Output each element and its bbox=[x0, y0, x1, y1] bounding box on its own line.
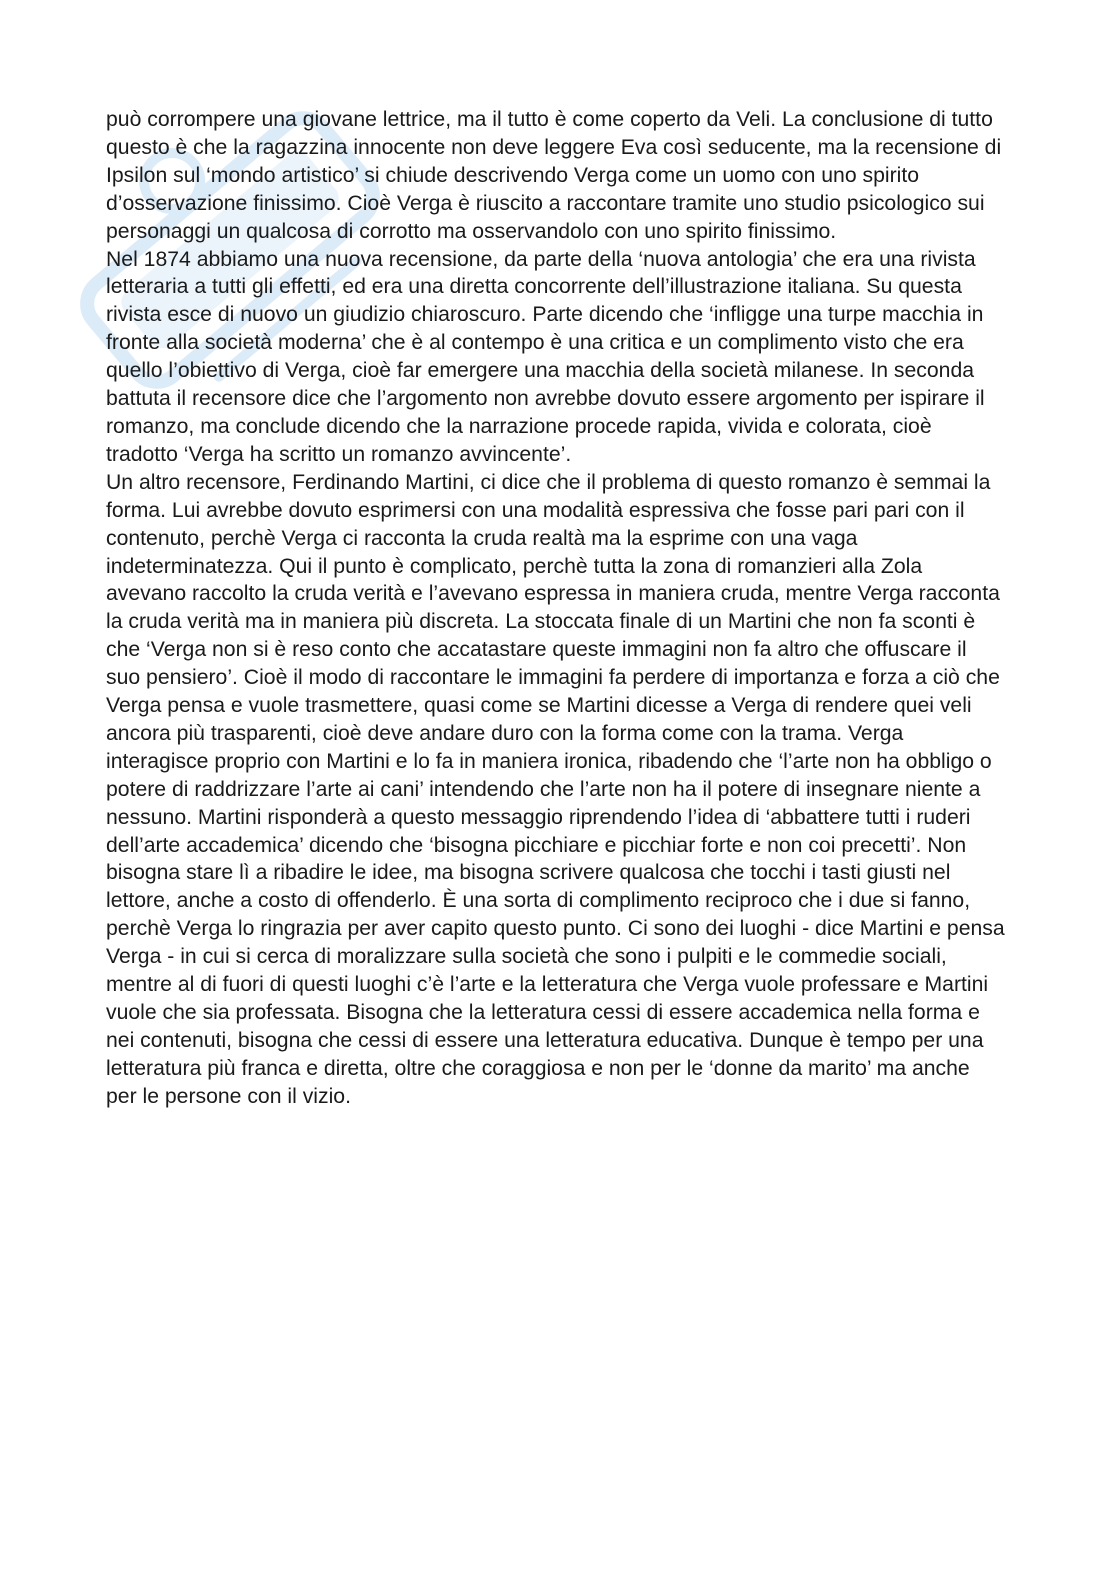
paragraph-3: Un altro recensore, Ferdinando Martini, ci dice che il problema di questo romanzo è semmai la forma. Lui avrebbe dovuto esprimersi con una modalità espressiva che fosse pari pari con il contenuto, perchè Verga ci racconta la cruda realtà ma la esprime con una vaga indeterminatezza. Qui il punto è complicato, perchè tutta la zona di romanzieri alla Zola avevano raccolto la cruda verità e l’avevano espressa in maniera cruda, mentre Verga racconta la cruda verità ma in maniera più discreta. La stoccata finale di un Martini che non fa sconti è che ‘Verga non si è reso conto che accatastare queste immagini non fa altro che offuscare il suo pensiero’. Cioè il modo di raccontare le immagini fa perdere di importanza e forza a ciò che Verga pensa e vuole trasmettere, quasi come se Martini dicesse a Verga di rendere quei veli ancora più trasparenti, cioè deve andare duro con la forma come con la trama. Verga interagisce proprio con Martini e lo fa in maniera ironica, ribadendo che ‘l’arte non ha obbligo o potere di raddrizzare l’arte ai cani’ intendendo che l’arte non ha il potere di insegnare niente a nessuno. Martini risponderà a questo messaggio riprendendo l’idea di ‘abbattere tutti i ruderi dell’arte accademica’ dicendo che ‘bisogna picchiare e picchiar forte e non coi precetti’. Non bisogna stare lì a ribadire le idee, ma bisogna scrivere qualcosa che tocchi i tasti giusti nel lettore, anche a costo di offenderlo. È una sorta di complimento reciproco che i due si fanno, perchè Verga lo ringrazia per aver capito questo punto. Ci sono dei luoghi - dice Martini e pensa Verga - in cui si cerca di moralizzare sulla società che sono i pulpiti e le commedie sociali, mentre al di fuori di questi luoghi c’è l’arte e la letteratura che Verga vuole professare e Martini vuole che sia professata. Bisogna che la letteratura cessi di essere accademica nella forma e nei contenuti, bisogna che cessi di essere una letteratura educativa. Dunque è tempo per una letteratura più franca e diretta, oltre che coraggiosa e non per le ‘donne da marito’ ma anche per le persone con il vizio. bbox=[106, 470, 1005, 1108]
document-body bbox=[106, 106, 1006, 1111]
paragraph-2: Nel 1874 abbiamo una nuova recensione, da parte della ‘nuova antologia’ che era una rivista letteraria a tutti gli effetti, ed era una diretta concorrente dell’illustrazione italiana. Su questa rivista esce di nuovo un giudizio chiaroscuro. Parte dicendo che ‘infligge una turpe macchia in fronte alla società moderna’ che è al contempo è una critica e un complimento visto che era quello l’obiettivo di Verga, cioè far emergere una macchia della società milanese. In seconda battuta il recensore dice che l’argomento non avrebbe dovuto essere argomento per ispirare il romanzo, ma conclude dicendo che la narrazione procede rapida, vivida e colorata, cioè tradotto ‘Verga ha scritto un romanzo avvincente’. bbox=[106, 247, 985, 466]
paragraph-1: può corrompere una giovane lettrice, ma il tutto è come coperto da Veli. La conclusione di tutto questo è che la ragazzina innocente non deve leggere Eva così seducente, ma la recensione di Ipsilon sul ‘mondo artistico’ si chiude descrivendo Verga come un uomo con uno spirito d’osservazione finissimo. Cioè Verga è riuscito a raccontare tramite uno studio psicologico sui personaggi un qualcosa di corrotto ma osservandolo con uno spirito finissimo. bbox=[106, 108, 1002, 243]
